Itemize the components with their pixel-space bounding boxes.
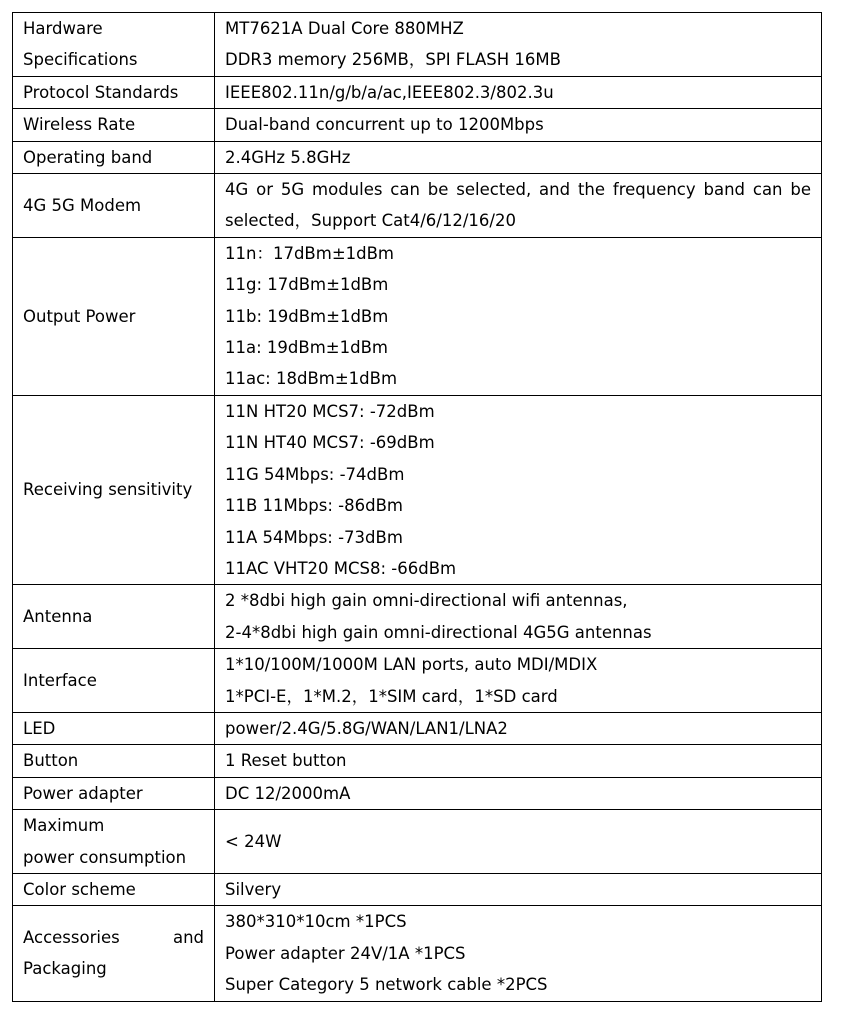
- table-row: [13, 777, 822, 809]
- row-value: [215, 76, 822, 108]
- row-label: [13, 649, 215, 713]
- value-line: 11G 54Mbps: -74dBm: [225, 464, 405, 484]
- row-value: [215, 745, 822, 777]
- row-label: [13, 395, 215, 584]
- table-row: [13, 649, 822, 713]
- value-line: 11b: 19dBm±1dBm: [225, 306, 389, 326]
- row-label: [13, 712, 215, 744]
- label-line: Receiving sensitivity: [23, 480, 193, 500]
- value-line: 11ac: 18dBm±1dBm: [225, 369, 398, 389]
- table-row: [13, 237, 822, 395]
- table-row: [13, 76, 822, 108]
- table-row: [13, 141, 822, 173]
- label-line: Button: [23, 751, 79, 771]
- row-value: [215, 13, 822, 77]
- row-label: [13, 13, 215, 77]
- table-row: [13, 712, 822, 744]
- table-row: [13, 906, 822, 1001]
- label-line: Interface: [23, 670, 97, 690]
- row-label: [13, 76, 215, 108]
- value-line: 380*310*10cm *1PCS: [225, 912, 407, 932]
- row-value: [215, 777, 822, 809]
- value-line: IEEE802.11n/g/b/a/ac,IEEE802.3/802.3u: [225, 82, 554, 102]
- value-line: Silvery: [225, 879, 282, 899]
- value-paragraph: 4G or 5G modules can be selected, and the frequency band can be selected，Support Cat4/6/12/16/20: [225, 180, 811, 231]
- value-line: 1*PCI-E，1*M.2，1*SIM card，1*SD card: [225, 686, 558, 706]
- value-line: 2 *8dbi high gain omni-directional wifi antennas,: [225, 591, 628, 611]
- row-value: [215, 810, 822, 874]
- row-label: [13, 141, 215, 173]
- table-row: [13, 585, 822, 649]
- value-line: Super Category 5 network cable *2PCS: [225, 975, 548, 995]
- label-line: Protocol Standards: [23, 82, 179, 102]
- label-line: Maximum: [23, 816, 105, 836]
- label-line: Accessories and: [23, 928, 204, 948]
- row-label: [13, 585, 215, 649]
- table-row: [13, 745, 822, 777]
- label-line: Hardware: [23, 19, 103, 38]
- row-value: [215, 141, 822, 173]
- row-value: [215, 237, 822, 395]
- value-line: 1*10/100M/1000M LAN ports, auto MDI/MDIX: [225, 655, 598, 675]
- label-line: 4G 5G Modem: [23, 195, 142, 215]
- row-label: [13, 174, 215, 238]
- label-line: Power adapter: [23, 783, 143, 803]
- row-value: [215, 174, 822, 238]
- value-line: DDR3 memory 256MB，SPI FLASH 16MB: [225, 50, 561, 70]
- label-line: Color scheme: [23, 879, 136, 899]
- label-line: Wireless Rate: [23, 115, 136, 135]
- row-value: [215, 649, 822, 713]
- row-label: [13, 745, 215, 777]
- value-line: 11AC VHT20 MCS8: -66dBm: [225, 558, 457, 578]
- table-row: [13, 13, 822, 77]
- row-value: [215, 906, 822, 1001]
- value-line: power/2.4G/5.8G/WAN/LAN1/LNA2: [225, 718, 508, 738]
- label-line: Packaging: [23, 959, 107, 979]
- value-line: < 24W: [225, 831, 282, 851]
- value-line: Power adapter 24V/1A *1PCS: [225, 943, 466, 963]
- value-line: 11B 11Mbps: -86dBm: [225, 496, 403, 516]
- value-line: MT7621A Dual Core 880MHZ: [225, 19, 464, 38]
- spec-table: [12, 12, 822, 1002]
- row-value: [215, 395, 822, 584]
- value-line: 2.4GHz 5.8GHz: [225, 147, 351, 167]
- row-value: [215, 873, 822, 905]
- label-line: Antenna: [23, 607, 93, 627]
- value-line: DC 12/2000mA: [225, 783, 351, 803]
- label-line: Operating band: [23, 147, 153, 167]
- value-line: 11N HT40 MCS7: -69dBm: [225, 433, 435, 453]
- table-row: [13, 174, 822, 238]
- row-label: [13, 873, 215, 905]
- value-line: 11n：17dBm±1dBm: [225, 243, 395, 263]
- value-line: Dual-band concurrent up to 1200Mbps: [225, 115, 544, 135]
- table-row: [13, 810, 822, 874]
- row-value: [215, 585, 822, 649]
- table-row: [13, 873, 822, 905]
- table-row: [13, 109, 822, 141]
- row-label: [13, 777, 215, 809]
- label-line: power consumption: [23, 847, 187, 867]
- row-value: [215, 109, 822, 141]
- value-line: 1 Reset button: [225, 751, 347, 771]
- row-value: [215, 712, 822, 744]
- row-label: [13, 906, 215, 1001]
- value-line: 2-4*8dbi high gain omni-directional 4G5G antennas: [225, 622, 652, 642]
- row-label: [13, 237, 215, 395]
- value-line: 11A 54Mbps: -73dBm: [225, 527, 403, 547]
- label-line: Output Power: [23, 306, 136, 326]
- label-line: LED: [23, 718, 56, 738]
- label-line: Specifications: [23, 50, 138, 70]
- row-label: [13, 109, 215, 141]
- value-line: 11N HT20 MCS7: -72dBm: [225, 401, 435, 421]
- value-line: 11g: 17dBm±1dBm: [225, 275, 389, 295]
- value-line: 11a: 19dBm±1dBm: [225, 338, 388, 358]
- table-row: [13, 395, 822, 584]
- row-label: [13, 810, 215, 874]
